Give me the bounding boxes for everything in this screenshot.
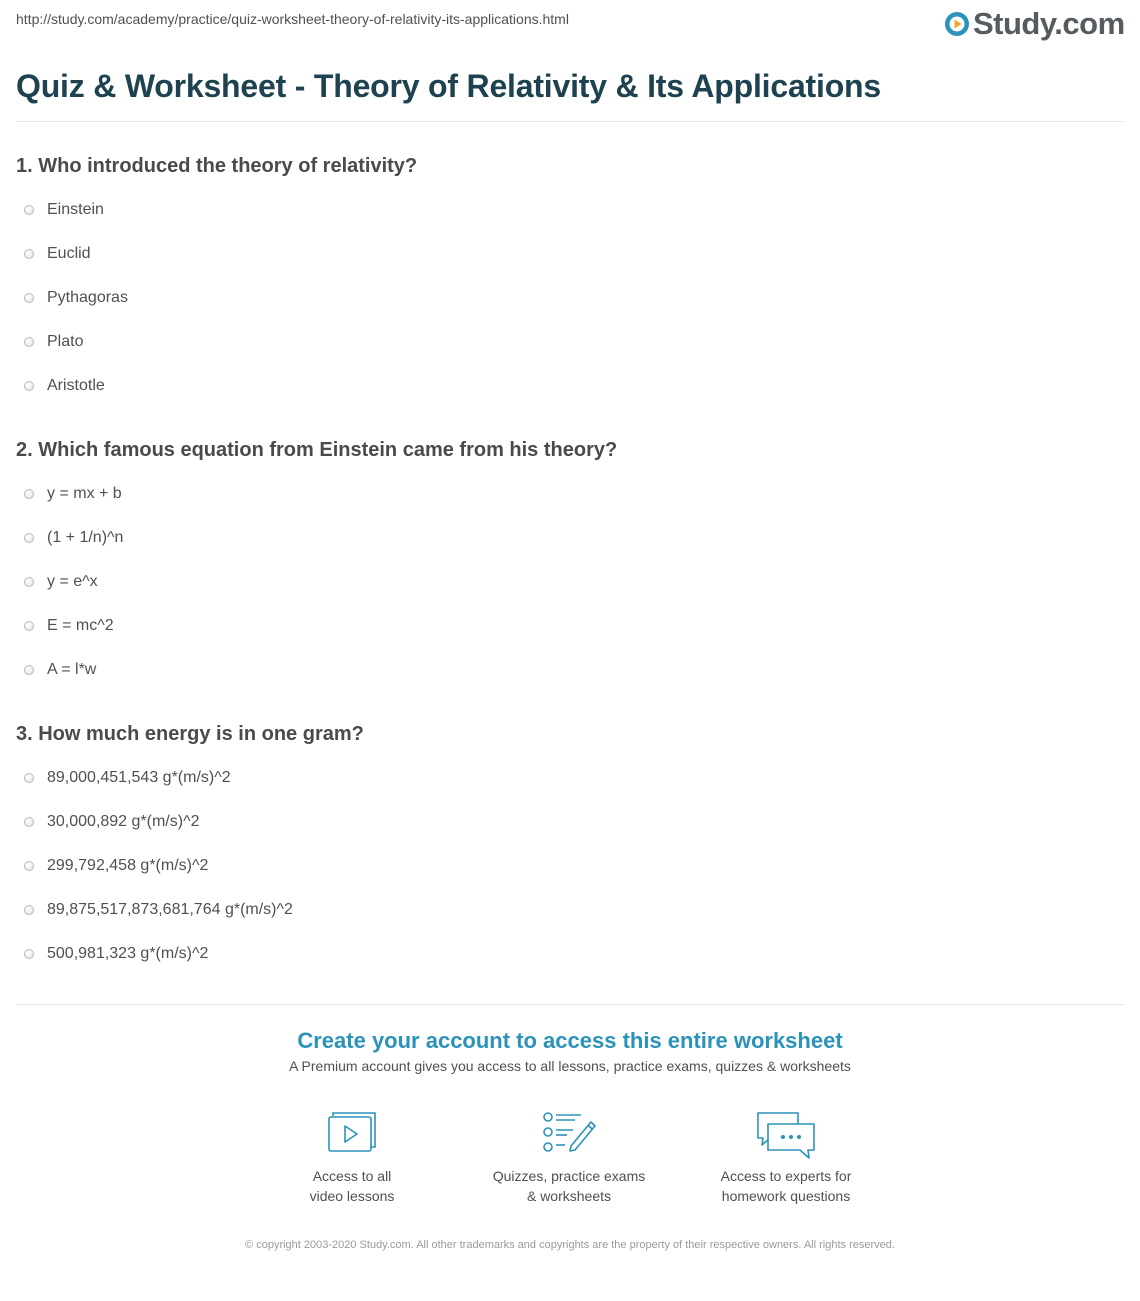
answer-option[interactable] <box>24 616 114 636</box>
radio-button[interactable] <box>24 337 34 347</box>
answer-label: E = mc^2 <box>47 617 114 634</box>
question-2: 2. Which famous equation from Einstein came from his theory? <box>16 439 618 461</box>
radio-button[interactable] <box>24 621 34 631</box>
answer-option[interactable] <box>24 244 91 264</box>
copyright: © copyright 2003-2020 Study.com. All other trademarks and copyrights are the property of their respective owners. All rights reserved. <box>245 1239 895 1251</box>
radio-button[interactable] <box>24 905 34 915</box>
answer-option[interactable] <box>24 288 128 308</box>
answer-label: y = mx + b <box>47 485 122 502</box>
feature-line: Access to all <box>312 1168 392 1184</box>
answer-label: 89,875,517,873,681,764 g*(m/s)^2 <box>47 901 293 918</box>
feature-line: video lessons <box>309 1188 395 1204</box>
answer-option[interactable] <box>24 944 208 964</box>
answer-label: 30,000,892 g*(m/s)^2 <box>47 813 200 830</box>
radio-button[interactable] <box>24 773 34 783</box>
radio-button[interactable] <box>24 205 34 215</box>
answer-option[interactable] <box>24 484 122 504</box>
title-divider <box>16 121 1124 122</box>
answer-label: Euclid <box>47 245 91 262</box>
page-title: Quiz & Worksheet - Theory of Relativity & Its Applications <box>16 68 881 104</box>
question-1: 1. Who introduced the theory of relativity? <box>16 155 418 177</box>
feature-line: homework questions <box>721 1188 851 1204</box>
feature-video-lessons <box>252 1110 452 1206</box>
answer-option[interactable] <box>24 768 231 788</box>
radio-button[interactable] <box>24 949 34 959</box>
radio-button[interactable] <box>24 665 34 675</box>
answer-option[interactable] <box>24 572 98 592</box>
create-account-link[interactable]: Create your account to access this entire worksheet <box>297 1028 843 1053</box>
cta-divider <box>16 1004 1124 1005</box>
answer-label: Pythagoras <box>47 289 128 306</box>
checklist-icon <box>541 1110 597 1154</box>
answer-label: Aristotle <box>47 377 105 394</box>
feature-line: Quizzes, practice exams <box>492 1168 646 1184</box>
radio-button[interactable] <box>24 861 34 871</box>
radio-button[interactable] <box>24 817 34 827</box>
answer-label: Plato <box>47 333 84 350</box>
study-logo[interactable] <box>944 6 1125 42</box>
answer-label: Einstein <box>47 201 104 218</box>
feature-experts <box>686 1110 886 1206</box>
answer-option[interactable] <box>24 528 123 548</box>
study-play-logo-icon <box>944 11 970 37</box>
answer-label: 500,981,323 g*(m/s)^2 <box>47 945 209 962</box>
feature-line: & worksheets <box>526 1188 612 1204</box>
answer-option[interactable] <box>24 200 104 220</box>
answer-option[interactable] <box>24 856 208 876</box>
video-lessons-icon <box>326 1110 378 1154</box>
radio-button[interactable] <box>24 489 34 499</box>
answer-option[interactable] <box>24 660 96 680</box>
answer-label: 299,792,458 g*(m/s)^2 <box>47 857 209 874</box>
radio-button[interactable] <box>24 249 34 259</box>
radio-button[interactable] <box>24 533 34 543</box>
answer-option[interactable] <box>24 812 199 832</box>
cta-subtitle: A Premium account gives you access to all lessons, practice exams, quizzes & worksheets <box>289 1058 851 1074</box>
answer-label: A = l*w <box>47 661 97 678</box>
answer-option[interactable] <box>24 376 105 396</box>
chat-bubbles-icon <box>754 1110 818 1160</box>
answer-label: y = e^x <box>47 573 98 590</box>
radio-button[interactable] <box>24 293 34 303</box>
question-3: 3. How much energy is in one gram? <box>16 723 364 745</box>
page-url: http://study.com/academy/practice/quiz-worksheet-theory-of-relativity-its-applications.html <box>16 11 569 27</box>
answer-label: 89,000,451,543 g*(m/s)^2 <box>47 769 231 786</box>
feature-quizzes <box>469 1110 669 1206</box>
answer-option[interactable] <box>24 900 293 920</box>
logo-text: Study.com <box>973 6 1125 41</box>
radio-button[interactable] <box>24 381 34 391</box>
feature-line: Access to experts for <box>720 1168 852 1184</box>
answer-option[interactable] <box>24 332 83 352</box>
radio-button[interactable] <box>24 577 34 587</box>
answer-label: (1 + 1/n)^n <box>47 529 124 546</box>
